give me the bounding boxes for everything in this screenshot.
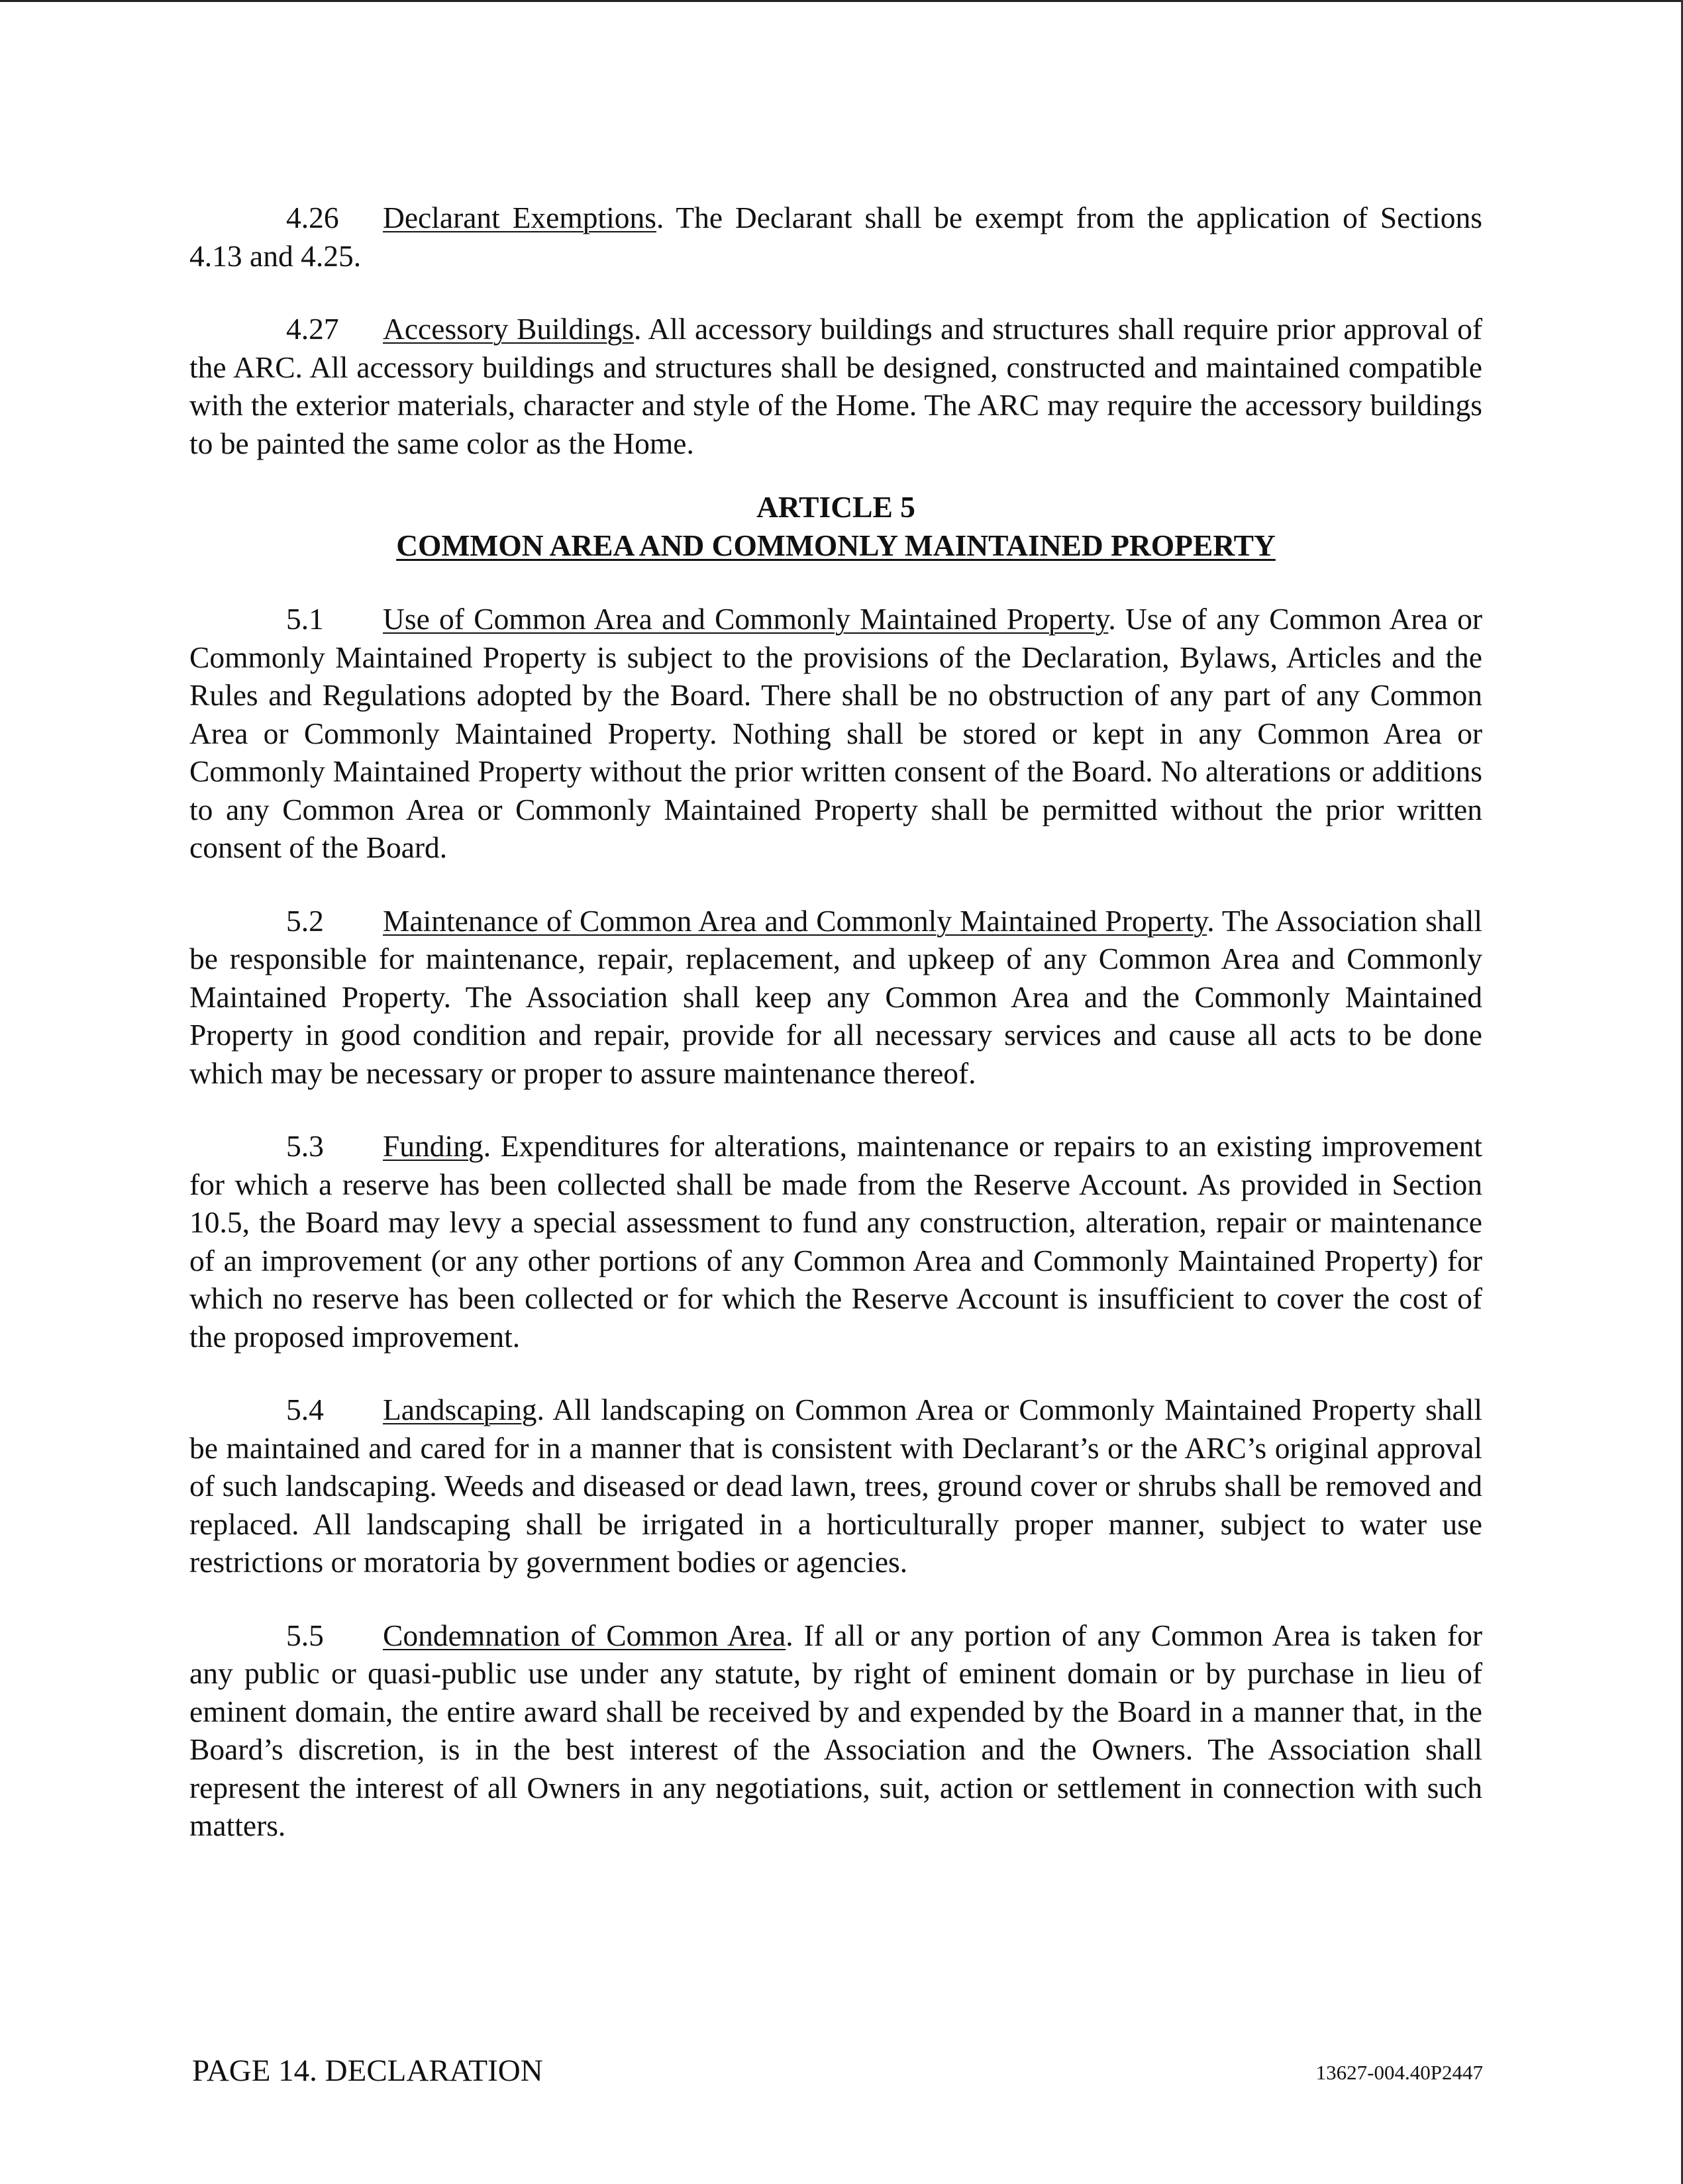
- section-text: . Use of any Common Area or Commonly Maintained Property is subject to the provisions of the Declaration, Bylaws, Articles and the Rules and Regulations adopted by the Board. There shall be no obstruction of any part of any Common Area or Commonly Maintained Property. Nothing shall be stored or kept in any Common Area or Commonly Maintained Property without the prior written consent of the Board. No alterations or additions to any Common Area or Commonly Maintained Property shall be permitted without the prior written consent of the Board.: [189, 602, 1483, 864]
- footer-doc-code: 13627-004.40P2447: [1315, 2061, 1483, 2084]
- section-text: . All accessory buildings and structures shall require prior approval of the ARC. All accessory buildings and structures shall be designed, constructed and maintained compatible with the exterior materials, character and style of the Home. The ARC may require the accessory buildings to be painted the same color as the Home.: [189, 312, 1482, 460]
- section-5-3: [189, 1127, 1482, 1356]
- section-4-26: [189, 199, 1482, 275]
- section-text: . All landscaping on Common Area or Commonly Maintained Property shall be maintained and cared for in a manner that is consistent with Declarant’s or the ARC’s original approval of such landscaping. Weeds and diseased or dead lawn, trees, ground cover or shrubs shall be removed and replaced. All landscaping shall be irrigated in a horticulturally proper manner, subject to water use restrictions or moratoria by government bodies or agencies.: [189, 1393, 1482, 1579]
- section-5-1: [189, 600, 1482, 867]
- section-title: Condemnation of Common Area: [383, 1618, 786, 1652]
- section-text: . Expenditures for alterations, maintenance or repairs to an existing improvement for which a reserve has been collected shall be made from the Reserve Account. As provided in Section 10.5, the Board may levy a special assessment to fund any construction, alteration, repair or maintenance of an improvement (or any other portions of any Common Area and Commonly Maintained Property) for which no reserve has been collected or for which the Reserve Account is insufficient to cover the cost of the proposed improvement.: [189, 1129, 1482, 1354]
- section-title: Use of Common Area and Commonly Maintained Property: [383, 602, 1109, 636]
- section-text: . The Declarant shall be exempt from the application of Sections 4.13 and 4.25.: [189, 201, 1482, 273]
- section-5-2: [189, 902, 1482, 1093]
- section-4-27: [189, 310, 1482, 462]
- footer-page-label: PAGE 14. DECLARATION: [192, 2054, 543, 2088]
- section-number: 5.2: [286, 903, 324, 938]
- section-title: Funding: [383, 1129, 484, 1163]
- section-text: . The Association shall be responsible for maintenance, repair, replacement, and upkeep of any Common Area and Commonly Maintained Property. The Association shall keep any Common Area and the Commonly Maintained Property in good condition and repair, provide for all necessary services and cause all acts to be done which may be necessary or proper to assure maintenance thereof.: [189, 903, 1483, 1090]
- article-heading: [189, 488, 1482, 564]
- page-top-edge: [0, 0, 1683, 2]
- section-title: Accessory Buildings: [383, 312, 634, 346]
- section-title: Maintenance of Common Area and Commonly Maintained Property: [383, 903, 1207, 938]
- section-5-4: [189, 1391, 1482, 1581]
- section-number: 5.1: [286, 602, 324, 636]
- document-body: [189, 199, 1482, 1880]
- section-title: Landscaping: [383, 1393, 537, 1426]
- section-5-5: [189, 1616, 1482, 1845]
- article-title: COMMON AREA AND COMMONLY MAINTAINED PROPERTY: [396, 528, 1276, 562]
- section-number: 4.27: [286, 312, 339, 346]
- section-text: . If all or any portion of any Common Area is taken for any public or quasi-public use under any statute, by right of eminent domain or by purchase in lieu of eminent domain, the entire award shall be received by and expended by the Board in a manner that, in the Board’s discretion, is in the best interest of the Association and the Owners. The Association shall represent the interest of all Owners in any negotiations, suit, action or settlement in connection with such matters.: [189, 1618, 1482, 1842]
- section-number: 5.4: [286, 1393, 324, 1426]
- article-number: ARTICLE 5: [756, 490, 915, 524]
- section-title: Declarant Exemptions: [383, 201, 656, 234]
- section-number: 4.26: [286, 201, 339, 234]
- section-number: 5.3: [286, 1129, 324, 1163]
- section-number: 5.5: [286, 1618, 324, 1652]
